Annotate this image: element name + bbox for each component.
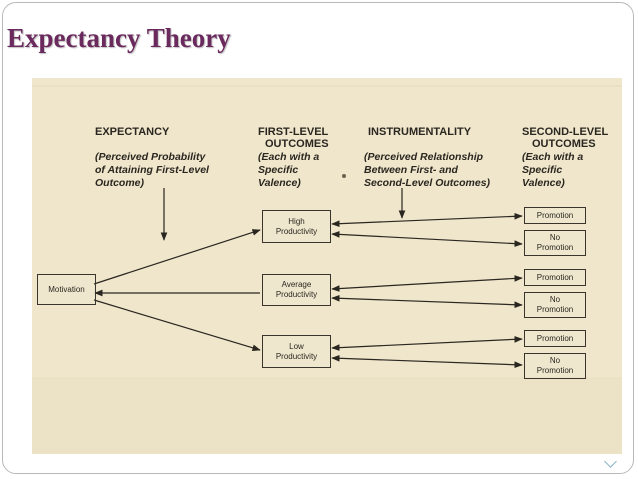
box-average-productivity: Average Productivity xyxy=(262,274,331,306)
arrow-high-nopromotion xyxy=(332,234,522,244)
header-second-level: SECOND-LEVEL xyxy=(522,126,609,138)
header-instrumentality: INSTRUMENTALITY xyxy=(368,126,472,138)
header-second-level-outcomes: OUTCOMES xyxy=(532,138,596,150)
arrow-low-promotion xyxy=(332,339,522,348)
desc-first-level-line2: Specific xyxy=(258,164,299,176)
box-no-promotion-2: No Promotion xyxy=(524,292,586,318)
diagram-photo xyxy=(32,78,622,454)
arrow-motivation-low xyxy=(94,300,260,350)
box-no-promotion-3: No Promotion xyxy=(524,353,586,379)
arrow-low-nopromotion xyxy=(332,358,522,365)
desc-first-level-line3: Valence) xyxy=(258,177,301,189)
box-low-productivity: Low Productivity xyxy=(262,335,331,368)
desc-expectancy-line1: (Perceived Probability xyxy=(95,151,206,163)
box-no-promotion-1: No Promotion xyxy=(524,230,586,256)
box-high-productivity: High Productivity xyxy=(262,210,331,243)
desc-instrumentality-line2: Between First- and xyxy=(364,164,458,176)
desc-second-level-line2: Specific xyxy=(522,164,563,176)
arrow-average-nopromotion xyxy=(332,298,522,305)
arrow-average-promotion xyxy=(332,278,522,289)
arrow-motivation-high xyxy=(94,230,260,284)
header-first-level-outcomes: OUTCOMES xyxy=(265,138,329,150)
desc-first-level-line1: (Each with a xyxy=(258,151,320,163)
desc-expectancy-line3: Outcome) xyxy=(95,177,145,189)
desc-second-level-line3: Valence) xyxy=(522,177,565,189)
desc-instrumentality-line1: (Perceived Relationship xyxy=(364,151,484,163)
box-promotion-3: Promotion xyxy=(524,330,586,347)
desc-expectancy-line2: of Attaining First-Level xyxy=(95,164,209,176)
desc-second-level-line1: (Each with a xyxy=(522,151,584,163)
desc-instrumentality-line3: Second-Level Outcomes) xyxy=(364,177,491,189)
box-motivation: Motivation xyxy=(37,274,96,305)
box-promotion-1: Promotion xyxy=(524,207,586,224)
box-promotion-2: Promotion xyxy=(524,269,586,286)
arrow-high-promotion xyxy=(332,216,522,224)
header-first-level: FIRST-LEVEL xyxy=(258,126,329,138)
header-expectancy: EXPECTANCY xyxy=(95,126,170,138)
slide-title: Expectancy Theory xyxy=(7,23,231,53)
